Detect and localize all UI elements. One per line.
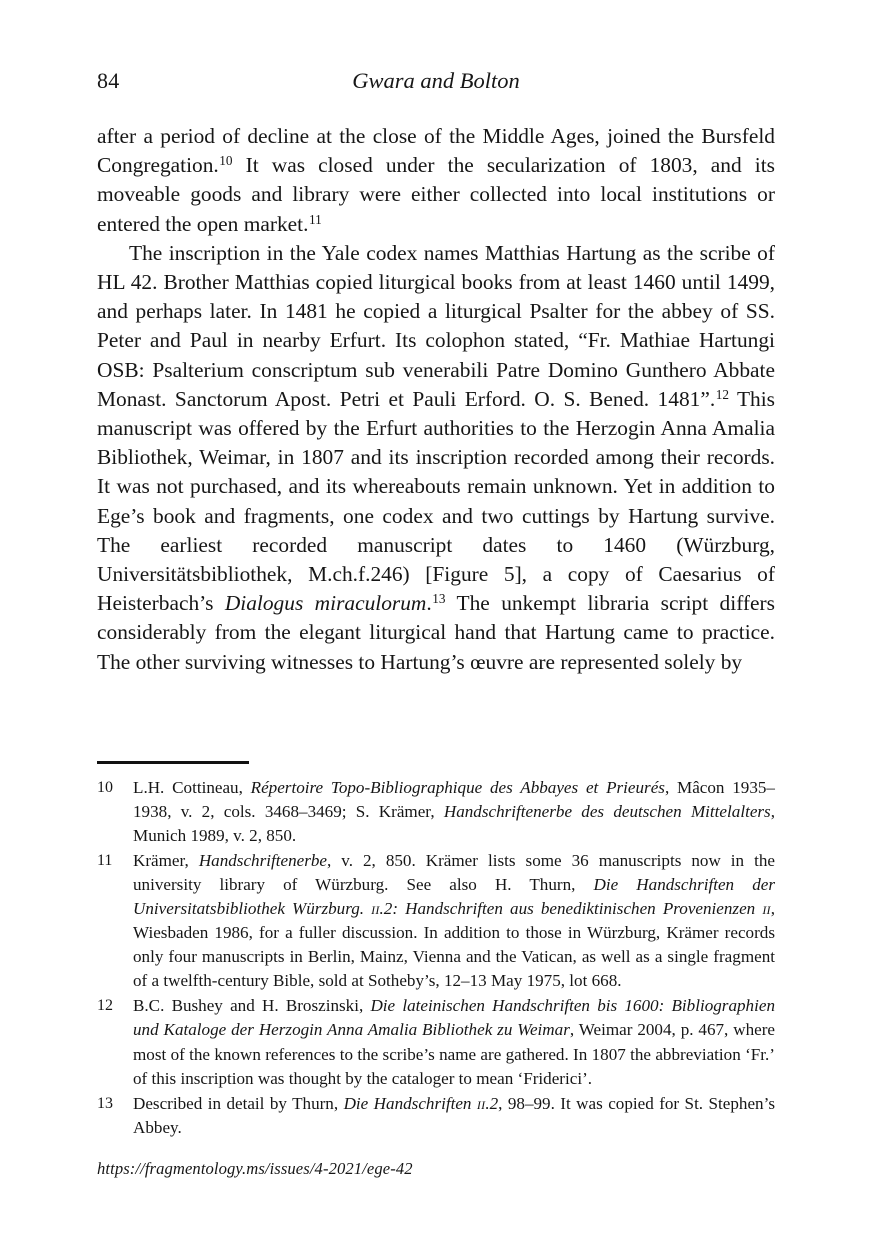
footer-permalink[interactable]: https://fragmentology.ms/issues/4-2021/ege-42 [97, 1159, 413, 1178]
footnote-item [97, 776, 775, 848]
footnote-text: Krämer, Handschriftenerbe, v. 2, 850. Krämer lists some 36 manuscripts now in the university library of Würzburg. See also H. Thurn, Die Handschriften der Universitatsbibliothek Würzburg. ii.2: Handschriften aus benediktinischen Provenienzen ii, Wiesbaden 1986, for a fuller discussion. In addition to those in Würzburg, Krämer records only four manuscripts in Berlin, Mainz, Vienna and the Vatican, as well as a single fragment of a twelfth-century Bible, sold at Sotheby’s, 12–13 May 1975, lot 668. [133, 851, 775, 991]
body-paragraph-1: after a period of decline at the close of the Middle Ages, joined the Bursfeld Congregation.$^{10}$ It was closed under the secularization of 1803, and its moveable goods and library were either collected into local institutions or entered the open market.$^{11}$ [97, 124, 775, 236]
body-text-block [97, 122, 775, 677]
footnote-text: L.H. Cottineau, Répertoire Topo-Bibliographique des Abbayes et Prieurés, Mâcon 1935–1938, v. 2, cols. 3468–3469; S. Krämer, Handschriftenerbe des deutschen Mittelalters, Munich 1989, v. 2, 850. [133, 778, 775, 846]
footnote-number: 12 [97, 997, 113, 1015]
footnote-number: 13 [97, 1094, 113, 1112]
footnote-separator-rule [97, 761, 249, 764]
footnote-number: 10 [97, 779, 113, 796]
footnote-text: Described in detail by Thurn, Die Handschriften ii.2, 98–99. It was copied for St. Stephen’s Abbey. [133, 1093, 775, 1137]
page-number: 84 [97, 68, 120, 93]
running-head-title: Gwara and Bolton [352, 68, 520, 93]
footnote-item [97, 994, 775, 1090]
footnote-item [97, 849, 775, 993]
footnote-number: 11 [97, 852, 113, 870]
footnote-list [97, 776, 775, 1141]
footnote-text: B.C. Bushey and H. Broszinski, Die lateinischen Handschriften bis 1600: Bibliographien und Kataloge der Herzogin Anna Amalia Bibliothek zu Weimar, Weimar 2004, p. 467, where most of the known references to the scribe’s name are gathered. In 1807 the abbreviation ‘Fr.’ of this inscription was thought by the cataloger to mean ‘Friderici’. [133, 996, 775, 1088]
body-paragraph-2: The inscription in the Yale codex names Matthias Hartung as the scribe of HL 42. Brother Matthias copied liturgical books from at least 1460 until 1499, and perhaps later. In 1481 he copied a liturgical Psalter for the abbey of SS. Peter and Paul in nearby Erfurt. Its colophon stated, “Fr. Mathiae Hartungi OSB: Psalterium conscriptum sub venerabili Patre Domino Gunthero Abbate Monast. Sanctorum Apost. Petri et Pauli Erford. O. S. Bened. 1481”.$^{12}$ This manuscript was offered by the Erfurt authorities to the Herzogin Anna Amalia Bibliothek, Weimar, in 1807 and its inscription recorded among their records. It was not purchased, and its whereabouts remain unknown. Yet in addition to Ege’s book and fragments, one codex and two cuttings by Hartung survive. The earliest recorded manuscript dates to 1460 (Würzburg, Universitätsbibliothek, M.ch.f.246) [Figure 5], a copy of Caesarius of Heisterbach’s Dialogus miraculorum.$^{13}$ The unkempt libraria script differs considerably from the elegant liturgical hand that Hartung came to practice. The other surviving witnesses to Hartung’s œuvre are represented solely by [97, 240, 775, 674]
running-head [97, 66, 775, 96]
footnote-item [97, 1092, 775, 1140]
